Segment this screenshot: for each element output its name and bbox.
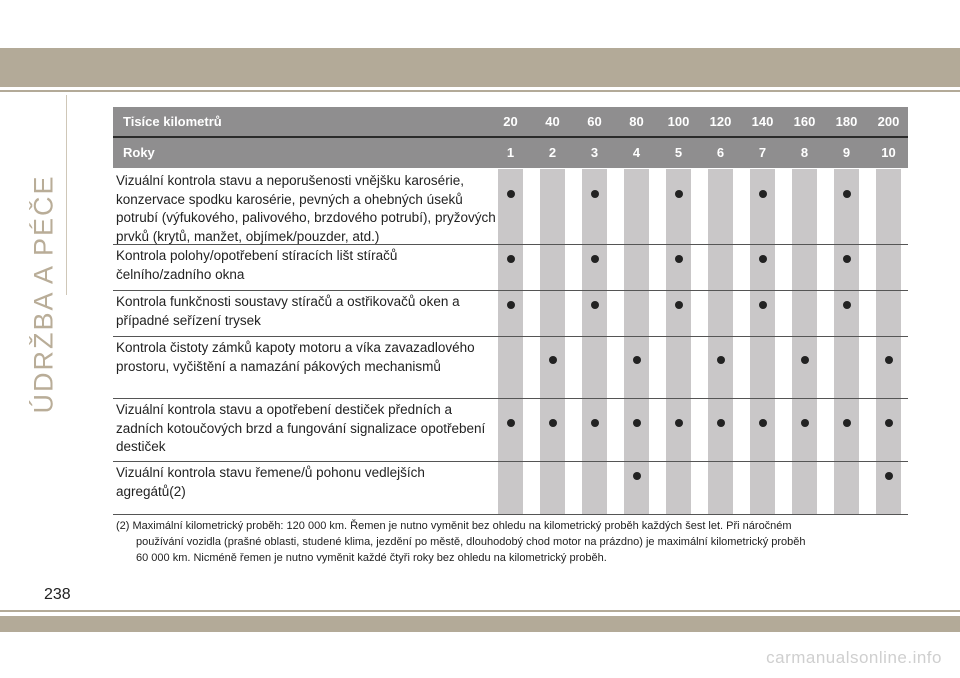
maintenance-mark bbox=[717, 356, 725, 364]
year-value: 3 bbox=[590, 145, 599, 160]
km-value: 100 bbox=[667, 114, 690, 129]
table-row-label: Kontrola čistoty zámků kapoty motoru a víka zavazadlového prostoru, vyčištění a namazání pákových mechanismů bbox=[116, 340, 475, 374]
table-row-label: Vizuální kontrola stavu a neporušenosti vnějšku karosérie, konzervace spodku karosérie, pevných a ohebných úseků potrubí (výfukového, palivového, brzdového potrubí), pryžových prvků (krytů, manžet, objímek/pouzder, atd.) bbox=[116, 173, 496, 244]
footnote bbox=[116, 518, 908, 566]
maintenance-mark bbox=[507, 190, 515, 198]
maintenance-mark bbox=[675, 301, 683, 309]
column-stripe bbox=[708, 169, 733, 514]
top-rule bbox=[0, 90, 960, 92]
maintenance-mark bbox=[633, 356, 641, 364]
maintenance-mark bbox=[759, 301, 767, 309]
top-band bbox=[0, 48, 960, 87]
maintenance-mark bbox=[885, 419, 893, 427]
column-stripe bbox=[666, 169, 691, 514]
column-stripe bbox=[582, 169, 607, 514]
km-label: Tisíce kilometrů bbox=[123, 114, 222, 129]
year-value: 10 bbox=[881, 145, 896, 160]
maintenance-mark bbox=[591, 419, 599, 427]
km-value: 20 bbox=[503, 114, 518, 129]
maintenance-mark bbox=[591, 301, 599, 309]
column-stripe bbox=[834, 169, 859, 514]
row-divider bbox=[113, 461, 908, 462]
year-value: 1 bbox=[506, 145, 515, 160]
maintenance-mark bbox=[885, 356, 893, 364]
column-stripe bbox=[624, 169, 649, 514]
column-stripe bbox=[540, 169, 565, 514]
year-value: 5 bbox=[674, 145, 683, 160]
footnote-line-3: 60 000 km. Nicméně řemen je nutno vyměnit každé čtyři roky bez ohledu na kilometrický proběh. bbox=[136, 552, 607, 564]
year-value: 7 bbox=[758, 145, 767, 160]
maintenance-mark bbox=[885, 472, 893, 480]
column-stripe bbox=[750, 169, 775, 514]
km-value: 160 bbox=[793, 114, 816, 129]
year-value: 4 bbox=[632, 145, 641, 160]
maintenance-mark bbox=[549, 419, 557, 427]
column-stripe bbox=[876, 169, 901, 514]
table-row-label: Vizuální kontrola stavu a opotřebení destiček předních a zadních kotoučových brzd a fungování signalizace opotřebení destiček bbox=[116, 402, 486, 454]
km-value: 180 bbox=[835, 114, 858, 129]
maintenance-mark bbox=[507, 419, 515, 427]
maintenance-mark bbox=[717, 419, 725, 427]
maintenance-mark bbox=[675, 419, 683, 427]
column-stripe bbox=[498, 169, 523, 514]
watermark: carmanualsonline.info bbox=[766, 648, 942, 667]
maintenance-mark bbox=[591, 190, 599, 198]
year-value: 2 bbox=[548, 145, 557, 160]
header-years-row bbox=[113, 138, 908, 168]
footnote-line-1: (2) Maximální kilometrický proběh: 120 000 km. Řemen je nutno vyměnit bez ohledu na kilometrický proběh každých šest let. Při náročném bbox=[116, 520, 792, 532]
row-divider bbox=[113, 514, 908, 515]
year-value: 6 bbox=[716, 145, 725, 160]
maintenance-mark bbox=[633, 419, 641, 427]
row-divider bbox=[113, 290, 908, 291]
km-value: 40 bbox=[545, 114, 560, 129]
km-value: 140 bbox=[751, 114, 774, 129]
km-value: 80 bbox=[629, 114, 644, 129]
maintenance-mark bbox=[633, 472, 641, 480]
side-rule bbox=[66, 95, 67, 295]
row-divider bbox=[113, 398, 908, 399]
maintenance-mark bbox=[801, 356, 809, 364]
maintenance-mark bbox=[759, 419, 767, 427]
km-value: 200 bbox=[877, 114, 900, 129]
footnote-line-2: používání vozidla (prašné oblasti, studené klima, jezdění po městě, dlouhodobý chod motor na prázdno) je maximální kilometrický proběh bbox=[136, 536, 806, 548]
maintenance-mark bbox=[675, 190, 683, 198]
bottom-rule bbox=[0, 610, 960, 612]
maintenance-mark bbox=[759, 255, 767, 263]
maintenance-mark bbox=[759, 190, 767, 198]
row-divider bbox=[113, 244, 908, 245]
maintenance-mark bbox=[549, 356, 557, 364]
maintenance-mark bbox=[843, 301, 851, 309]
bottom-band bbox=[0, 616, 960, 632]
table-row-label: Kontrola funkčnosti soustavy stíračů a ostřikovačů oken a případné seřízení trysek bbox=[116, 294, 460, 328]
maintenance-mark bbox=[843, 190, 851, 198]
table-row-label: Kontrola polohy/opotřebení stíracích lišt stíračů čelního/zadního okna bbox=[116, 248, 398, 282]
page-number: 238 bbox=[44, 586, 71, 603]
table-row-label: Vizuální kontrola stavu řemene/ů pohonu vedlejších agregátů(2) bbox=[116, 465, 425, 499]
maintenance-mark bbox=[507, 301, 515, 309]
years-label: Roky bbox=[123, 145, 155, 160]
maintenance-mark bbox=[801, 419, 809, 427]
km-value: 120 bbox=[709, 114, 732, 129]
year-value: 8 bbox=[800, 145, 809, 160]
maintenance-mark bbox=[507, 255, 515, 263]
maintenance-mark bbox=[843, 419, 851, 427]
header-km-row bbox=[113, 107, 908, 137]
km-value: 60 bbox=[587, 114, 602, 129]
year-value: 9 bbox=[842, 145, 851, 160]
row-divider bbox=[113, 336, 908, 337]
maintenance-mark bbox=[675, 255, 683, 263]
column-stripe bbox=[792, 169, 817, 514]
maintenance-mark bbox=[843, 255, 851, 263]
maintenance-mark bbox=[591, 255, 599, 263]
